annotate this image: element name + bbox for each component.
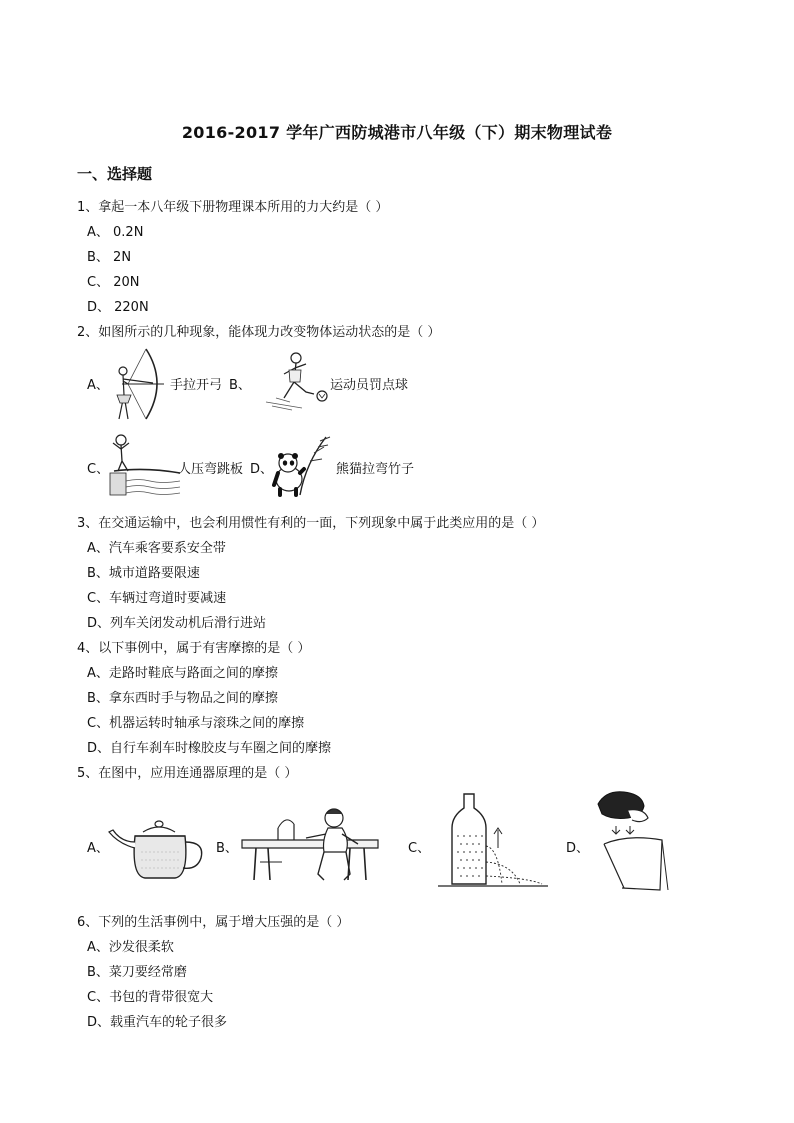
question-3-option-b: B、城市道路要限速 <box>87 566 200 581</box>
question-6-option-c: C、书包的背带很宽大 <box>87 990 214 1005</box>
question-4-stem: 4、以下事例中，属于有害摩擦的是（ ） <box>77 641 311 656</box>
diver-on-springboard-icon <box>108 433 182 499</box>
question-2-option-d-letter: D、 <box>250 462 274 477</box>
question-5-option-c-letter: C、 <box>408 841 431 856</box>
question-2-option-c-letter: C、 <box>87 462 110 477</box>
question-2-option-c-caption: 人压弯跳板 <box>178 462 244 477</box>
question-5-option-b-letter: B、 <box>216 841 238 856</box>
question-2-stem: 2、如图所示的几种现象，能体现力改变物体运动状态的是（ ） <box>77 325 441 340</box>
teapot-icon <box>105 818 205 882</box>
question-1-option-d: D、 220N <box>87 300 149 315</box>
question-2-option-a-caption: 手拉开弓 <box>170 378 223 393</box>
question-2-option-a-letter: A、 <box>87 378 109 393</box>
question-5-option-d-letter: D、 <box>566 841 590 856</box>
question-3-option-a: A、汽车乘客要系安全带 <box>87 541 226 556</box>
question-4-option-c: C、机器运转时轴承与滚珠之间的摩擦 <box>87 716 305 731</box>
question-5-stem: 5、在图中，应用连通器原理的是（ ） <box>77 766 298 781</box>
question-2-option-d-caption: 熊猫拉弯竹子 <box>336 462 415 477</box>
question-6-option-b: B、菜刀要经常磨 <box>87 965 187 980</box>
archer-drawing-bow-icon <box>108 345 170 423</box>
question-2-option-b-caption: 运动员罚点球 <box>330 378 409 393</box>
question-1-option-b: B、 2N <box>87 250 132 265</box>
question-4-option-a: A、走路时鞋底与路面之间的摩擦 <box>87 666 278 681</box>
water-bottle-jets-icon <box>436 790 550 890</box>
question-1-option-c: C、 20N <box>87 275 140 290</box>
blowing-over-paper-icon <box>588 790 672 892</box>
question-3-stem: 3、在交通运输中，也会利用惯性有利的一面，下列现象中属于此类应用的是（ ） <box>77 516 545 531</box>
question-4-option-d: D、自行车刹车时橡胶皮与车圈之间的摩擦 <box>87 741 332 756</box>
question-6-option-d: D、载重汽车的轮子很多 <box>87 1015 228 1030</box>
page-title: 2016-2017 学年广西防城港市八年级（下）期末物理试卷 <box>181 123 613 142</box>
section-heading: 一、选择题 <box>77 165 153 183</box>
question-4-option-b: B、拿东西时手与物品之间的摩擦 <box>87 691 278 706</box>
question-6-option-a: A、沙发很柔软 <box>87 940 174 955</box>
worker-leveling-bench-icon <box>238 804 386 886</box>
question-1-stem: 1、拿起一本八年级下册物理课本所用的力大约是（ ） <box>77 200 389 215</box>
panda-bending-bamboo-icon <box>270 433 334 497</box>
question-2-option-b-letter: B、 <box>229 378 251 393</box>
question-3-option-d: D、列车关闭发动机后滑行进站 <box>87 616 267 631</box>
question-1-option-a: A、 0.2N <box>87 225 144 240</box>
question-3-option-c: C、车辆过弯道时要减速 <box>87 591 227 606</box>
footballer-penalty-kick-icon <box>262 350 330 414</box>
question-5-option-a-letter: A、 <box>87 841 109 856</box>
question-6-stem: 6、下列的生活事例中，属于增大压强的是（ ） <box>77 915 350 930</box>
